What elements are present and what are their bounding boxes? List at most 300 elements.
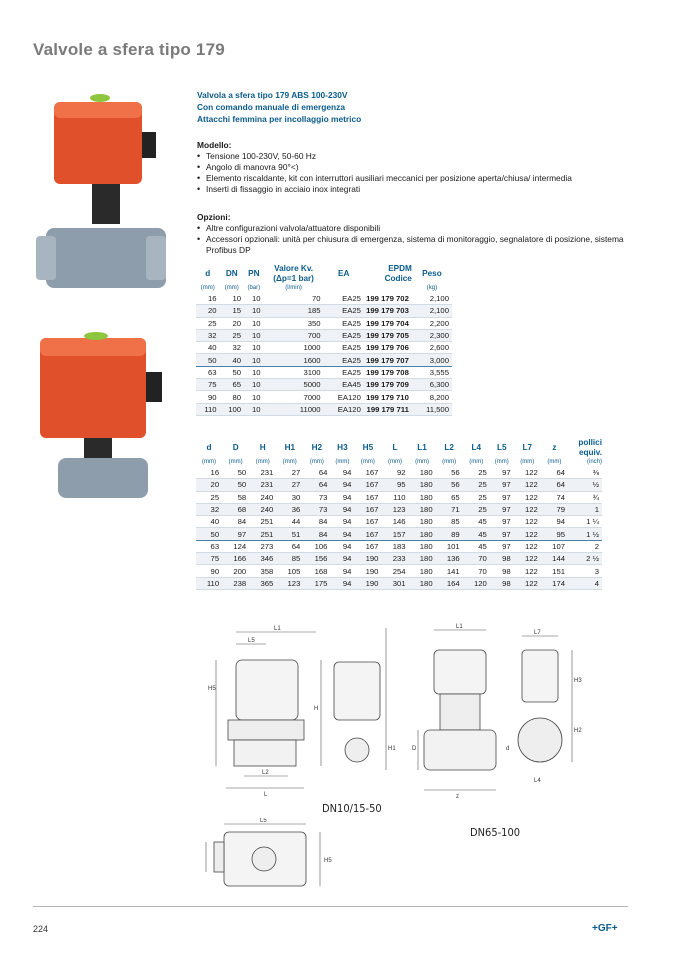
table-cell: 94 (330, 479, 354, 491)
table-cell: 94 (330, 528, 354, 540)
table-cell: 85 (436, 516, 463, 528)
table-cell: 199 179 706 (364, 342, 412, 354)
table-cell: 44 (276, 516, 303, 528)
table-cell: 180 (409, 516, 436, 528)
product-photo-small (36, 332, 166, 504)
table-cell: 1 ½ (568, 528, 602, 540)
table-cell: 180 (409, 479, 436, 491)
table-cell: 122 (514, 503, 541, 515)
table-cell: EA25 (324, 293, 364, 305)
table-cell: 40 (220, 354, 244, 366)
table-cell: 10 (244, 379, 264, 391)
table-cell: 68 (222, 503, 249, 515)
dim-label: L2 (262, 770, 269, 776)
table-cell: 240 (249, 491, 276, 503)
table-cell: 200 (222, 565, 249, 577)
dim-label: H (314, 706, 319, 712)
table-cell: 70 (264, 293, 324, 305)
table-cell: EA120 (324, 403, 364, 415)
table-cell: 2,100 (412, 293, 452, 305)
table-cell: 1000 (264, 342, 324, 354)
table-cell: 45 (463, 540, 490, 552)
table-cell: 10 (244, 305, 264, 317)
table-cell: ½ (568, 479, 602, 491)
table-cell: 80 (220, 391, 244, 403)
col-unit: (l/min) (285, 285, 302, 291)
table-cell: 94 (330, 553, 354, 565)
table-cell: 106 (303, 540, 330, 552)
col-header: pollici equiv. (578, 438, 602, 457)
table-cell: 122 (514, 467, 541, 479)
table-cell: 3,555 (412, 366, 452, 378)
col-unit: (mm) (469, 459, 484, 465)
table-cell: EA25 (324, 329, 364, 341)
table-cell: 100 (220, 403, 244, 415)
table-cell: 350 (264, 317, 324, 329)
table-cell: 101 (436, 540, 463, 552)
table-row (196, 577, 602, 589)
table-cell: 124 (222, 540, 249, 552)
col-unit: (mm) (360, 459, 375, 465)
page-number: 224 (33, 924, 49, 934)
table-cell: 167 (354, 479, 381, 491)
table-cell: 95 (381, 479, 408, 491)
table-row (196, 329, 452, 341)
options-item: • Altre configurazioni valvola/attuatore disponibili (197, 223, 637, 234)
table-cell: 107 (541, 540, 568, 552)
model-item: • Angolo di manovra 90°<) (197, 162, 637, 173)
col-header: H3 (337, 443, 348, 452)
table-cell: 58 (222, 491, 249, 503)
table-cell: 97 (490, 467, 514, 479)
col-unit: (mm) (202, 459, 217, 465)
table-cell: 27 (276, 467, 303, 479)
table-cell: 180 (409, 540, 436, 552)
table-cell: 2,600 (412, 342, 452, 354)
table-cell: 164 (436, 577, 463, 589)
table-cell: 180 (409, 553, 436, 565)
table-row (196, 354, 452, 366)
table-cell: 183 (381, 540, 408, 552)
table-cell: 110 (196, 403, 220, 415)
col-header: L (392, 443, 398, 452)
col-unit (324, 284, 364, 293)
table-cell: 94 (330, 540, 354, 552)
table-cell: 199 179 702 (364, 293, 412, 305)
table-cell: 2 (568, 540, 602, 552)
caption-small: DN10/15-50 (322, 802, 382, 815)
table-cell: 50 (196, 354, 220, 366)
table-row (196, 317, 452, 329)
table-cell: 73 (303, 491, 330, 503)
table-cell: 7000 (264, 391, 324, 403)
table-cell: 25 (463, 467, 490, 479)
table-cell: 123 (276, 577, 303, 589)
product-line: Con comando manuale di emergenza (197, 102, 345, 112)
table-cell: 10 (244, 342, 264, 354)
table-cell: 180 (409, 577, 436, 589)
col-header: H2 (311, 443, 323, 452)
table-cell: 151 (541, 565, 568, 577)
table-cell: 180 (409, 565, 436, 577)
table-cell: 199 179 709 (364, 379, 412, 391)
table-cell: ⅜ (568, 467, 602, 479)
table-cell: 97 (490, 540, 514, 552)
options-heading: Opzioni: (197, 212, 231, 222)
table-cell: ¾ (568, 491, 602, 503)
table-cell: 167 (354, 467, 381, 479)
table-cell: 25 (463, 479, 490, 491)
table-cell: 70 (463, 553, 490, 565)
col-unit: (mm) (520, 459, 535, 465)
table-cell: 199 179 705 (364, 329, 412, 341)
table-cell: 10 (244, 366, 264, 378)
table-cell: 79 (541, 503, 568, 515)
table-cell: 64 (276, 540, 303, 552)
col-header: L1 (417, 443, 427, 452)
col-header: L2 (444, 443, 454, 452)
technical-drawing-small (196, 620, 396, 820)
table-cell: 167 (354, 503, 381, 515)
table-cell: 50 (220, 366, 244, 378)
table-cell: 64 (303, 467, 330, 479)
table-cell: 10 (244, 403, 264, 415)
table-cell: 190 (354, 553, 381, 565)
table-cell: EA25 (324, 354, 364, 366)
dim-label: L5 (248, 638, 255, 644)
table-row (196, 528, 602, 540)
table-cell: 15 (220, 305, 244, 317)
col-unit: (inch) (586, 459, 602, 465)
col-header: d (205, 269, 211, 278)
table-cell: 122 (514, 553, 541, 565)
table-cell: 16 (196, 467, 222, 479)
model-item: • Inserti di fissaggio in acciaio inox integrati (197, 184, 637, 195)
table-cell: 63 (196, 540, 222, 552)
table-cell: 50 (222, 479, 249, 491)
table-cell: 1 (568, 503, 602, 515)
table-cell: 63 (196, 366, 220, 378)
table-cell: 64 (541, 479, 568, 491)
product-line: Attacchi femmina per incollaggio metrico (197, 114, 362, 124)
col-unit: (mm) (547, 459, 562, 465)
table-row (196, 503, 602, 515)
table-cell: 94 (330, 516, 354, 528)
table-cell: 1 ¼ (568, 516, 602, 528)
table-cell: 185 (264, 305, 324, 317)
table-cell: 98 (490, 565, 514, 577)
dim-label: H2 (574, 728, 582, 734)
table-cell: 97 (222, 528, 249, 540)
table-cell: 136 (436, 553, 463, 565)
table-cell: 20 (196, 479, 222, 491)
table-cell: 94 (330, 565, 354, 577)
table-cell: 94 (330, 491, 354, 503)
dim-label: L4 (534, 778, 541, 784)
table-cell: 168 (303, 565, 330, 577)
table-cell: 231 (249, 467, 276, 479)
caption-large: DN65-100 (470, 826, 521, 839)
table-cell: 180 (409, 528, 436, 540)
model-section (197, 140, 637, 195)
col-unit: (bar) (247, 285, 261, 291)
table-cell: 11,500 (412, 403, 452, 415)
technical-drawing-large (410, 622, 590, 812)
table-cell: 10 (244, 317, 264, 329)
table-cell: 180 (409, 491, 436, 503)
table-cell: 94 (330, 467, 354, 479)
table-cell: 199 179 711 (364, 403, 412, 415)
col-header: DN (225, 269, 238, 278)
table-cell: 73 (303, 503, 330, 515)
table-cell: EA25 (324, 305, 364, 317)
table-cell: 20 (220, 317, 244, 329)
table-cell: 90 (196, 565, 222, 577)
table-cell: 4 (568, 577, 602, 589)
col-header: z (552, 443, 557, 452)
table-cell: 240 (249, 503, 276, 515)
table-cell: 167 (354, 540, 381, 552)
col-unit: (mm) (200, 285, 215, 291)
table-cell: 40 (196, 516, 222, 528)
table-cell: 10 (220, 293, 244, 305)
table-cell: 273 (249, 540, 276, 552)
table-cell: 190 (354, 577, 381, 589)
col-header: d (206, 443, 212, 452)
table-cell: 144 (541, 553, 568, 565)
table-cell: 122 (514, 479, 541, 491)
table-row (196, 565, 602, 577)
table-cell: 32 (196, 503, 222, 515)
dim-label: L7 (534, 630, 541, 636)
col-unit: (mm) (335, 459, 350, 465)
table-cell: EA25 (324, 342, 364, 354)
product-photo-large (36, 88, 166, 313)
col-unit: (mm) (442, 459, 457, 465)
table-cell: 2,200 (412, 317, 452, 329)
table-row (196, 516, 602, 528)
table-cell: 95 (541, 528, 568, 540)
table-cell: 251 (249, 516, 276, 528)
table-cell: 199 179 703 (364, 305, 412, 317)
table-cell: 97 (490, 516, 514, 528)
table-cell: 6,300 (412, 379, 452, 391)
table-cell: 122 (514, 577, 541, 589)
table-cell: 90 (196, 391, 220, 403)
table-cell: 94 (330, 577, 354, 589)
table-cell: 190 (354, 565, 381, 577)
table-cell: 32 (196, 329, 220, 341)
col-unit: (mm) (255, 459, 270, 465)
col-unit: (mm) (415, 459, 430, 465)
table-row (196, 491, 602, 503)
table-cell: 97 (490, 491, 514, 503)
table-cell: 122 (514, 516, 541, 528)
table-cell: 20 (196, 305, 220, 317)
table-cell: 10 (244, 293, 264, 305)
table-cell: 365 (249, 577, 276, 589)
table-cell: 27 (276, 479, 303, 491)
table-cell: 25 (463, 491, 490, 503)
table-cell: EA25 (324, 366, 364, 378)
table-cell: 65 (436, 491, 463, 503)
table-cell: 166 (222, 553, 249, 565)
table-cell: 97 (490, 528, 514, 540)
dim-label: L1 (274, 626, 281, 632)
table-cell: 3100 (264, 366, 324, 378)
table-cell: 85 (276, 553, 303, 565)
table-cell: 16 (196, 293, 220, 305)
table-cell: 180 (409, 467, 436, 479)
table-cell: 123 (381, 503, 408, 515)
table-cell: 10 (244, 354, 264, 366)
table-cell: 11000 (264, 403, 324, 415)
col-header: PN (248, 269, 260, 278)
table-row (196, 479, 602, 491)
table-cell: 30 (276, 491, 303, 503)
table-row (196, 366, 452, 378)
dim-label: L1 (456, 624, 463, 630)
table-cell: 64 (541, 467, 568, 479)
table-row (196, 403, 452, 415)
table-cell: 254 (381, 565, 408, 577)
table-cell: 36 (276, 503, 303, 515)
table-cell: 141 (436, 565, 463, 577)
model-item: • Tensione 100-230V, 50-60 Hz (197, 151, 637, 162)
table-cell: 301 (381, 577, 408, 589)
table-cell: 32 (220, 342, 244, 354)
table-cell: 167 (354, 516, 381, 528)
dim-label: H5 (208, 686, 216, 692)
table-cell: 2,100 (412, 305, 452, 317)
table-cell: 3,000 (412, 354, 452, 366)
table-cell: 40 (196, 342, 220, 354)
table-cell: 70 (463, 565, 490, 577)
table-cell: 65 (220, 379, 244, 391)
dim-label: L5 (260, 818, 267, 824)
table-cell: 94 (330, 503, 354, 515)
model-item: • Elemento riscaldante, kit con interruttori ausiliari meccanici per posizione aperta/chiusa/ intermedia (197, 173, 637, 184)
table-cell: 110 (196, 577, 222, 589)
table-cell: 25 (196, 317, 220, 329)
footer-rule (33, 906, 628, 907)
table-cell: 10 (244, 329, 264, 341)
table-cell: 94 (541, 516, 568, 528)
table-cell: 5000 (264, 379, 324, 391)
dim-label: H3 (574, 678, 582, 684)
table-cell: 84 (303, 528, 330, 540)
table-cell: 251 (249, 528, 276, 540)
table-cell: 97 (490, 479, 514, 491)
table-cell: 45 (463, 528, 490, 540)
table-cell: 700 (264, 329, 324, 341)
table-cell: 64 (303, 479, 330, 491)
product-heading (197, 89, 361, 125)
table-row (196, 379, 452, 391)
table-cell: 89 (436, 528, 463, 540)
table-row (196, 553, 602, 565)
table-cell: 98 (490, 553, 514, 565)
col-header: H5 (362, 443, 374, 452)
table-cell: 105 (276, 565, 303, 577)
dim-label: D (412, 746, 417, 752)
table-row (196, 293, 452, 305)
table-cell: 84 (303, 516, 330, 528)
col-header: H1 (284, 443, 296, 452)
table-cell: 122 (514, 528, 541, 540)
page-title: Valvole a sfera tipo 179 (33, 40, 225, 59)
table-row (196, 342, 452, 354)
technical-drawing-top-view (200, 818, 335, 898)
table-row (196, 391, 452, 403)
table-cell: 92 (381, 467, 408, 479)
col-unit: (kg) (426, 285, 438, 291)
dimension-table (196, 438, 602, 590)
table-cell: 51 (276, 528, 303, 540)
table-row (196, 305, 452, 317)
col-header: EPDM Codice (384, 264, 412, 283)
table-row (196, 467, 602, 479)
table-cell: EA120 (324, 391, 364, 403)
table-cell: 122 (514, 565, 541, 577)
table-cell: EA45 (324, 379, 364, 391)
dim-label: d (506, 746, 510, 752)
col-header: H (259, 443, 266, 452)
table-cell: 156 (303, 553, 330, 565)
col-header: EA (338, 269, 350, 278)
col-header: D (232, 443, 239, 452)
table-cell: 74 (541, 491, 568, 503)
col-unit: (mm) (228, 459, 243, 465)
table-cell: 3 (568, 565, 602, 577)
table-cell: 50 (222, 467, 249, 479)
table-cell: 157 (381, 528, 408, 540)
product-line: Valvola a sfera tipo 179 ABS 100-230V (197, 90, 348, 100)
col-unit: (mm) (387, 459, 402, 465)
table-cell: 346 (249, 553, 276, 565)
brand-logo: +GF+ (592, 923, 618, 934)
col-unit: (mm) (494, 459, 509, 465)
table-cell: 110 (381, 491, 408, 503)
table-cell: 199 179 710 (364, 391, 412, 403)
table-cell: 122 (514, 540, 541, 552)
table-row (196, 540, 602, 552)
table-cell: 50 (196, 528, 222, 540)
table-cell: 199 179 708 (364, 366, 412, 378)
table-cell: 25 (463, 503, 490, 515)
table-cell: 122 (514, 491, 541, 503)
col-header: L7 (522, 443, 533, 452)
table-cell: 180 (409, 503, 436, 515)
table-cell: 233 (381, 553, 408, 565)
table-cell: 1600 (264, 354, 324, 366)
col-header: L5 (496, 443, 507, 452)
table-cell: 199 179 704 (364, 317, 412, 329)
col-header: L4 (471, 443, 481, 452)
options-section (197, 212, 637, 256)
table-cell: 238 (222, 577, 249, 589)
table-cell: EA25 (324, 317, 364, 329)
table-cell: 2,300 (412, 329, 452, 341)
table-cell: 56 (436, 479, 463, 491)
table-cell: 25 (196, 491, 222, 503)
table-cell: 84 (222, 516, 249, 528)
dim-label: z (456, 794, 459, 800)
dim-label: H5 (324, 858, 332, 864)
table-cell: 98 (490, 577, 514, 589)
model-heading: Modello: (197, 140, 232, 150)
col-unit (364, 284, 412, 293)
